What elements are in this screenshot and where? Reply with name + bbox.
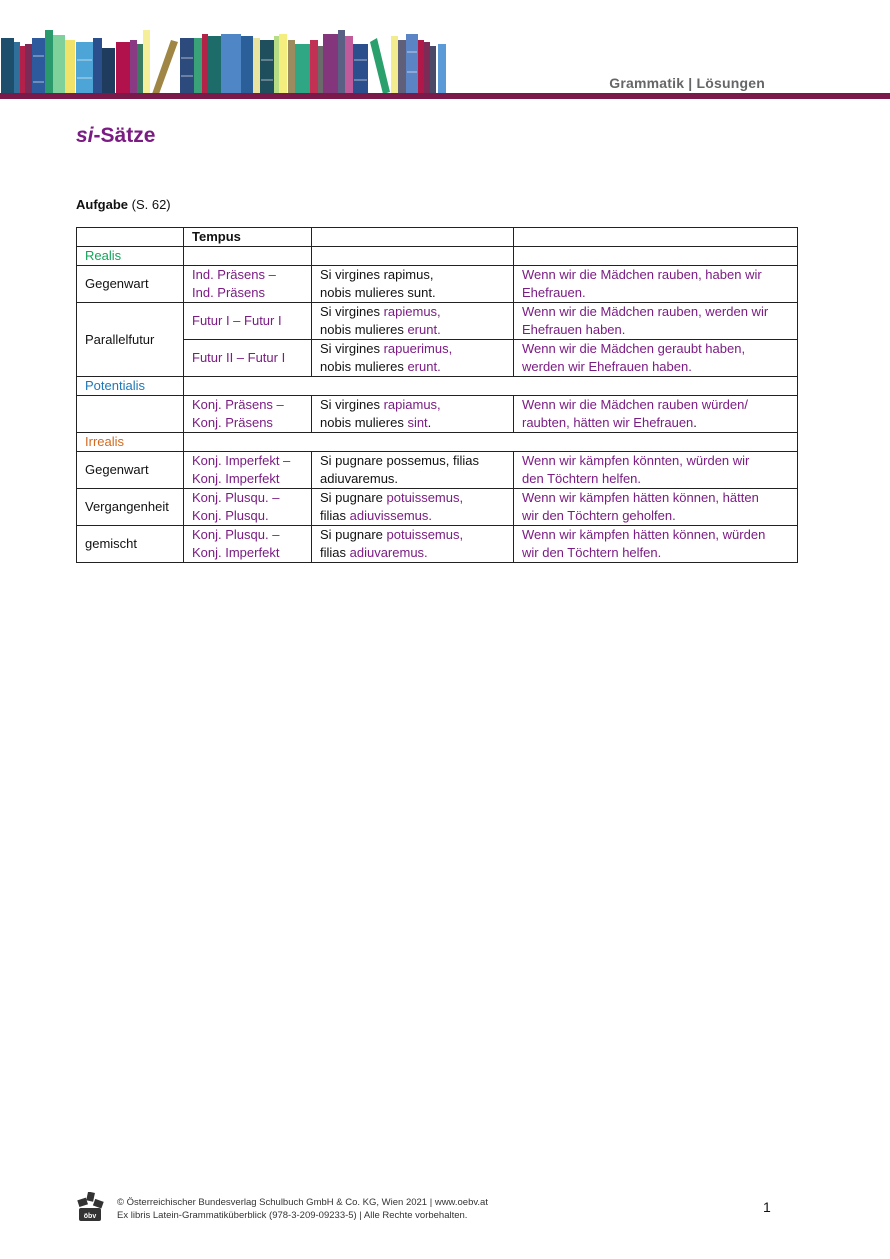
- tempus-cell: Konj. Plusqu. – Konj. Plusqu.: [184, 489, 312, 526]
- svg-text:öbv: öbv: [83, 1213, 97, 1220]
- header-cell-empty: [77, 228, 184, 247]
- header-cell-empty: [514, 228, 798, 247]
- empty-cell: [184, 377, 798, 396]
- section-label-potentialis: Potentialis: [77, 377, 184, 396]
- header-cell-tempus: Tempus: [184, 228, 312, 247]
- latin-cell: Si virgines rapimus, nobis mulieres sunt.: [312, 266, 514, 303]
- tempus-cell: Futur II – Futur I: [184, 340, 312, 377]
- latin-cell: Si pugnare possemus, filias adiuvaremus.: [312, 452, 514, 489]
- task-page-ref: (S. 62): [131, 197, 171, 212]
- table-row: [77, 266, 798, 303]
- publisher-logo-icon: [76, 1192, 104, 1222]
- page-title: [76, 124, 155, 148]
- si-saetze-table: [76, 227, 798, 563]
- footer-line-2: Ex libris Latein-Grammatiküberblick (978-3-209-09233-5) | Alle Rechte vorbehalten.: [117, 1210, 468, 1221]
- header-cell-empty: [312, 228, 514, 247]
- section-row-realis: [77, 247, 798, 266]
- table-header-row: [77, 228, 798, 247]
- footer-line-1: © Österreichischer Bundesverlag Schulbuch GmbH & Co. KG, Wien 2021 | www.oebv.at: [117, 1197, 488, 1208]
- table-row: [77, 526, 798, 563]
- tempus-cell: Konj. Plusqu. – Konj. Imperfekt: [184, 526, 312, 563]
- german-cell: Wenn wir die Mädchen rauben würden/ raubten, hätten wir Ehefrauen.: [514, 396, 798, 433]
- table-row: [77, 340, 798, 377]
- section-row-potentialis: [77, 377, 798, 396]
- task-label: Aufgabe: [76, 197, 128, 212]
- row-label: Gegenwart: [77, 266, 184, 303]
- section-label-irrealis: Irrealis: [77, 433, 184, 452]
- latin-cell: Si virgines rapuerimus, nobis mulieres erunt.: [312, 340, 514, 377]
- latin-cell: Si virgines rapiemus, nobis mulieres erunt.: [312, 303, 514, 340]
- german-cell: Wenn wir kämpfen könnten, würden wir den Töchtern helfen.: [514, 452, 798, 489]
- section-label-realis: Realis: [77, 247, 184, 266]
- german-cell: Wenn wir die Mädchen geraubt haben, werden wir Ehefrauen haben.: [514, 340, 798, 377]
- title-si: si: [76, 124, 94, 147]
- table-row: [77, 489, 798, 526]
- empty-cell: [312, 247, 514, 266]
- table-row: [77, 396, 798, 433]
- tempus-cell: Futur I – Futur I: [184, 303, 312, 340]
- empty-cell: [184, 247, 312, 266]
- table-row: [77, 303, 798, 340]
- footer-copyright: [117, 1196, 488, 1222]
- tempus-cell: Konj. Imperfekt – Konj. Imperfekt: [184, 452, 312, 489]
- german-cell: Wenn wir die Mädchen rauben, haben wir Ehefrauen.: [514, 266, 798, 303]
- table-row: [77, 452, 798, 489]
- section-row-irrealis: [77, 433, 798, 452]
- latin-cell: Si virgines rapiamus, nobis mulieres sint.: [312, 396, 514, 433]
- row-label: Gegenwart: [77, 452, 184, 489]
- latin-cell: Si pugnare potuissemus, filias adiuvissemus.: [312, 489, 514, 526]
- empty-cell: [184, 433, 798, 452]
- latin-cell: Si pugnare potuissemus, filias adiuvaremus.: [312, 526, 514, 563]
- row-label: gemischt: [77, 526, 184, 563]
- empty-cell: [514, 247, 798, 266]
- header-label: Grammatik | Lösungen: [609, 75, 765, 91]
- tempus-cell: Konj. Präsens – Konj. Präsens: [184, 396, 312, 433]
- bookshelf-banner-icon: [0, 0, 450, 96]
- task-heading: [76, 197, 171, 212]
- german-cell: Wenn wir die Mädchen rauben, werden wir Ehefrauen haben.: [514, 303, 798, 340]
- title-rest: -Sätze: [93, 124, 156, 147]
- empty-cell: [77, 396, 184, 433]
- row-label: Vergangenheit: [77, 489, 184, 526]
- tempus-cell: Ind. Präsens – Ind. Präsens: [184, 266, 312, 303]
- german-cell: Wenn wir kämpfen hätten können, hätten wir den Töchtern geholfen.: [514, 489, 798, 526]
- german-cell: Wenn wir kämpfen hätten können, würden wir den Töchtern helfen.: [514, 526, 798, 563]
- page-number: 1: [763, 1199, 771, 1215]
- row-label: Parallelfutur: [77, 303, 184, 377]
- header-rule: [0, 93, 890, 99]
